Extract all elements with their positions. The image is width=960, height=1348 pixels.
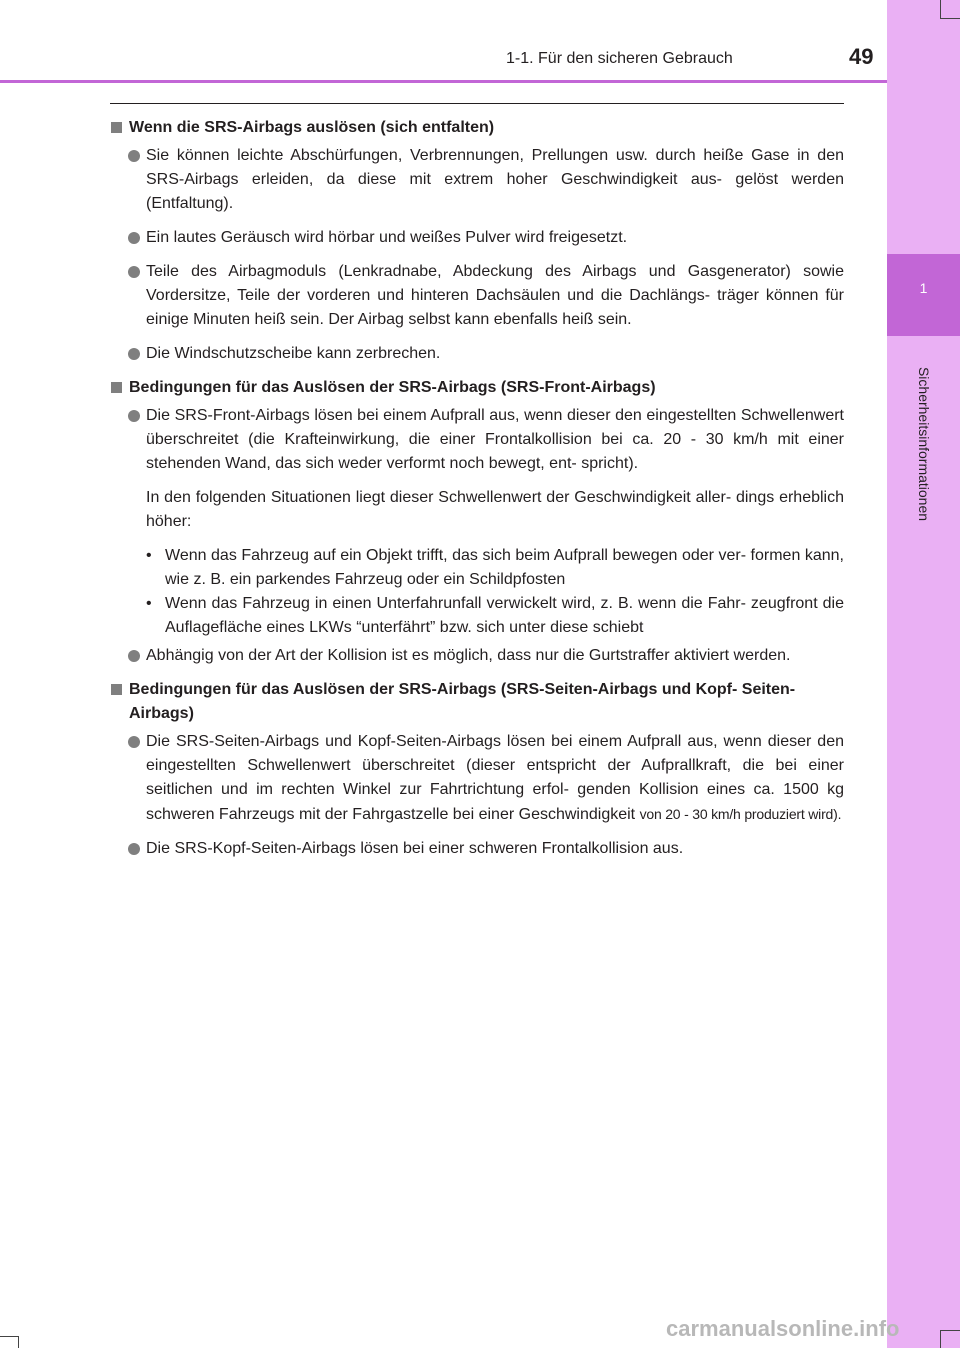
- bullet-item: Sie können leichte Abschürfungen, Verbrennungen, Prellungen usw. durch heiße Gase in den SRS-Airbags erleiden, da diese mit extrem hoher Geschwindigkeit aus- gelöst werden (Entfaltung).: [110, 144, 844, 216]
- crop-mark: [940, 0, 941, 18]
- sub-list-item: • Wenn das Fahrzeug in einen Unterfahrunfall verwickelt wird, z. B. wenn die Fahr- zeugfront die Auflagefläche eines LKWs “unterfährt” bzw. sich unter diese schiebt: [110, 592, 844, 640]
- circle-bullet-icon: [128, 150, 140, 162]
- circle-bullet-icon: [128, 650, 140, 662]
- page-content: [110, 116, 844, 871]
- side-tab-background: [887, 0, 960, 1348]
- crop-mark: [0, 1336, 18, 1337]
- bullet-item: Abhängig von der Art der Kollision ist es möglich, dass nur die Gurtstraffer aktiviert werden.: [110, 644, 844, 668]
- sub-list-item: • Wenn das Fahrzeug auf ein Objekt trifft, das sich beim Aufprall bewegen oder ver- formen kann, wie z. B. ein parkendes Fahrzeug oder ein Schildpfosten: [110, 544, 844, 592]
- crop-mark: [18, 1336, 19, 1348]
- header-section-title: 1-1. Für den sicheren Gebrauch: [506, 50, 733, 67]
- section-heading-side-airbag-conditions: Bedingungen für das Auslösen der SRS-Airbags (SRS-Seiten-Airbags und Kopf- Seiten-Airbags): [110, 678, 844, 726]
- chapter-number: 1: [919, 280, 928, 296]
- page-number: 49: [849, 44, 874, 69]
- circle-bullet-icon: [128, 736, 140, 748]
- bullet-item: Die SRS-Seiten-Airbags und Kopf-Seiten-Airbags lösen bei einem Aufprall aus, wenn dieser den eingestellten Schwellenwert überschreitet (dieser entspricht der Aufprallkraft, die bei einer seitlichen und im rechten Winkel zur Fahrtrichtung erfol- genden Kollision eines ca. 1500 kg schweren Fahrzeugs mit der Fahrgastzelle bei einer Geschwindigkeit von 20 - 30 km/h produziert wird).: [110, 730, 844, 827]
- bullet-item: Die Windschutzscheibe kann zerbrechen.: [110, 342, 844, 366]
- header-divider: [0, 80, 887, 83]
- circle-bullet-icon: [128, 232, 140, 244]
- bullet-item: Teile des Airbagmoduls (Lenkradnabe, Abdeckung des Airbags und Gasgenerator) sowie Vordersitze, Teile der vorderen und hinteren Dachsäulen und die Dachlängs- träger können für einige Minuten heiß sein. Der Airbag selbst kann ebenfalls heiß sein.: [110, 260, 844, 332]
- circle-bullet-icon: [128, 843, 140, 855]
- section-heading-front-airbag-conditions: Bedingungen für das Auslösen der SRS-Airbags (SRS-Front-Airbags): [110, 376, 844, 400]
- circle-bullet-icon: [128, 348, 140, 360]
- circle-bullet-icon: [128, 266, 140, 278]
- bullet-item: Die SRS-Kopf-Seiten-Airbags lösen bei einer schweren Frontalkollision aus.: [110, 837, 844, 861]
- square-bullet-icon: [111, 122, 122, 133]
- content-divider: [110, 103, 844, 104]
- square-bullet-icon: [111, 684, 122, 695]
- chapter-title: Sicherheitsinformationen: [916, 366, 932, 522]
- section-heading-airbag-deploy: Wenn die SRS-Airbags auslösen (sich entfalten): [110, 116, 844, 140]
- paragraph: In den folgenden Situationen liegt dieser Schwellenwert der Geschwindigkeit aller- dings erheblich höher:: [146, 489, 844, 530]
- sub-bullet-marker: •: [146, 547, 152, 564]
- bullet-item: Die SRS-Front-Airbags lösen bei einem Aufprall aus, wenn dieser den eingestellten Schwellenwert überschreitet (die Krafteinwirkung, die einer Frontalkollision bei ca. 20 - 30 km/h mit einer stehenden Wand, das sich weder verformt noch bewegt, ent- spricht).: [110, 404, 844, 476]
- square-bullet-icon: [111, 382, 122, 393]
- crop-mark: [940, 1330, 960, 1331]
- crop-mark: [940, 1330, 941, 1348]
- bullet-item: Ein lautes Geräusch wird hörbar und weißes Pulver wird freigesetzt.: [110, 226, 844, 250]
- sub-bullet-marker: •: [146, 595, 152, 612]
- watermark: carmanualsonline.info: [666, 1316, 900, 1341]
- circle-bullet-icon: [128, 410, 140, 422]
- crop-mark: [940, 18, 960, 19]
